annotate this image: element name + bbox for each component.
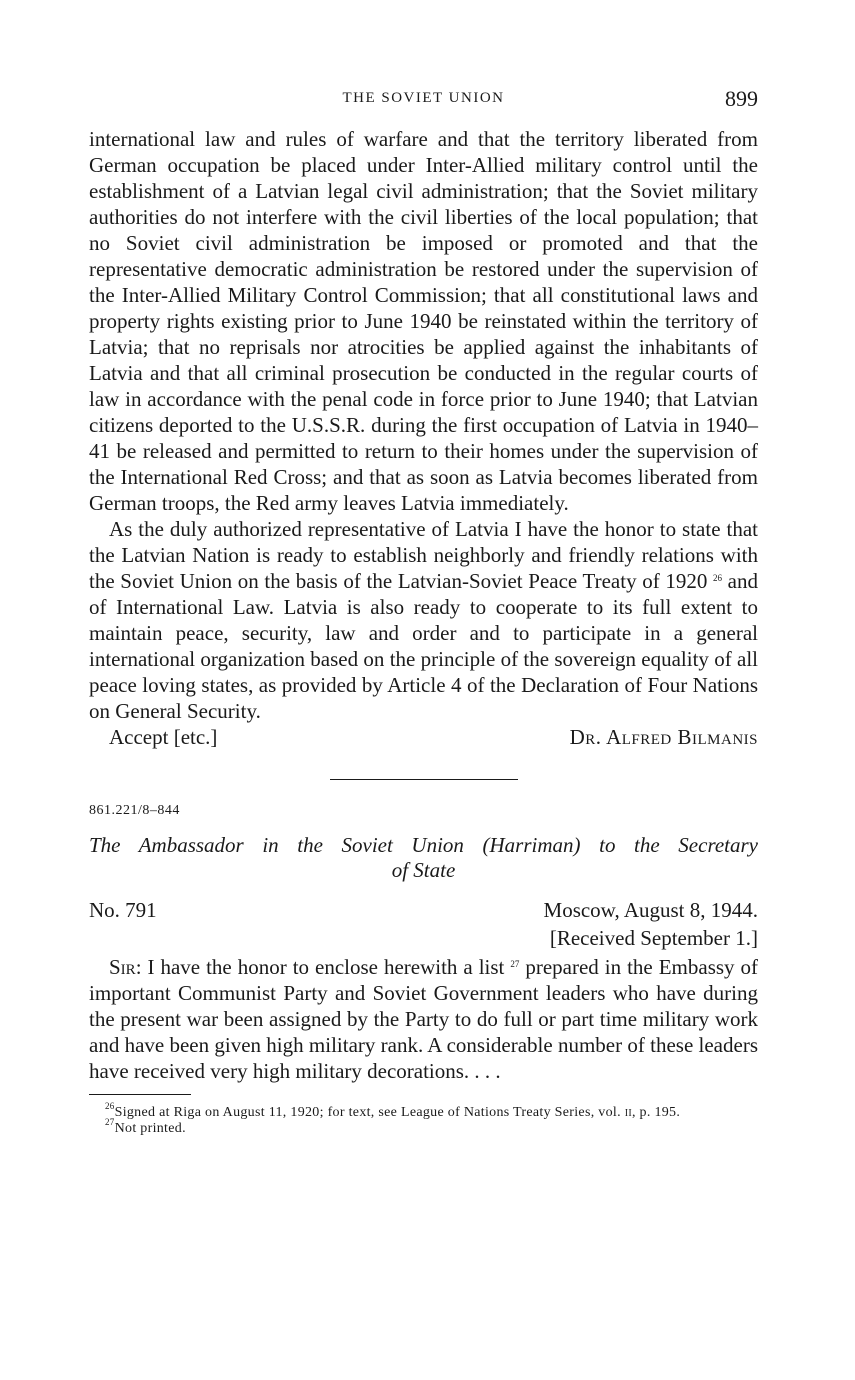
salutation: Sir bbox=[109, 955, 136, 979]
letter-paragraph-1: international law and rules of warfare and that the territory liberated from German occupation be placed under Inter-Allied military control until the establishment of a Latvian legal civil administration; that the Soviet military authorities do not interfere with the civil liberties of the local population; that no Soviet civil administration be imposed or promoted and that the representative democratic administration be restored under the supervision of the Inter-Allied Military Control Commission; that all constitutional laws and property rights existing prior to June 1940 be reinstated within the territory of Latvia; that no reprisals nor atrocities be applied against the inhabitants of Latvia and that all criminal prosecution be conducted in the regular courts of law in accordance with the penal code in force prior to June 1940; that Latvian citizens deported to the U.S.S.R. during the first occupation of Latvia in 1940–41 be released and permitted to return to their homes under the supervision of the International Red Cross; and that as soon as Latvia becomes liberated from German troops, the Red army leaves Latvia immediately. bbox=[89, 127, 758, 515]
dispatch-paragraph bbox=[89, 954, 758, 1084]
document-heading bbox=[89, 833, 758, 883]
footnotes bbox=[89, 1101, 758, 1137]
signature: Dr. Alfred Bilmanis bbox=[569, 725, 758, 749]
footnote-27-text: Not printed. bbox=[114, 1121, 186, 1136]
place-and-date: Moscow, August 8, 1944. bbox=[543, 898, 758, 922]
footnote-divider bbox=[89, 1094, 191, 1095]
footnote-26-text: Signed at Riga on August 11, 1920; for text, see League of Nations Treaty Series, vol. bbox=[114, 1105, 625, 1120]
file-number: 861.221/8–844 bbox=[89, 803, 180, 818]
footnote-ref-26: 26 bbox=[713, 573, 723, 583]
footnote-26 bbox=[89, 1101, 758, 1121]
section-divider bbox=[330, 779, 518, 780]
footnote-26-page: , p. 195. bbox=[631, 1105, 681, 1120]
running-header bbox=[89, 86, 758, 126]
running-title: THE SOVIET UNION bbox=[342, 90, 505, 106]
letter-closing bbox=[89, 724, 758, 751]
dispatch-text-b: prepared in the Embassy of important Communist Party and Soviet Government leaders who have during the present war been assigned by the Party to do full or part time military work and have been given high military rank. A considerable number of these leaders have received very high military decorations. . . . bbox=[89, 955, 759, 1083]
footnote-27 bbox=[89, 1117, 758, 1137]
footnote-26-marker: 26 bbox=[105, 1101, 115, 1111]
letter-paragraph-2-text-a: As the duly authorized representative of Latvia I have the honor to state that the Latvian Nation is ready to establish neighborly and friendly relations with the Soviet Union on the basis of the Latvian-Soviet Peace Treaty of 1920 bbox=[89, 517, 758, 593]
footnote-27-marker: 27 bbox=[105, 1117, 115, 1127]
document-page bbox=[89, 0, 758, 1137]
closing-formula: Accept [etc.] bbox=[109, 725, 218, 749]
document-heading-line-1: The Ambassador in the Soviet Union (Harriman) to the Secretary bbox=[89, 833, 758, 857]
document-number: No. 791 bbox=[89, 898, 157, 922]
footnote-ref-27: 27 bbox=[510, 959, 520, 969]
received-date: [Received September 1.] bbox=[549, 926, 758, 950]
footnote-26-volume: ii bbox=[624, 1105, 632, 1120]
dateline bbox=[89, 896, 758, 954]
document-heading-line-2: of State bbox=[391, 858, 456, 882]
page-number: 899 bbox=[725, 86, 758, 111]
letter-paragraph-2-text-b: and of International Law. Latvia is also ready to cooperate to its full extent to maintain peace, security, law and order and to participate in a general international organization based on the principle of the sovereign equality of all peace loving states, as provided by Article 4 of the Declaration of Four Nations on General Security. bbox=[89, 569, 758, 723]
dispatch-text-a: : I have the honor to enclose herewith a list bbox=[135, 955, 505, 979]
letter-paragraph-2 bbox=[89, 516, 758, 724]
